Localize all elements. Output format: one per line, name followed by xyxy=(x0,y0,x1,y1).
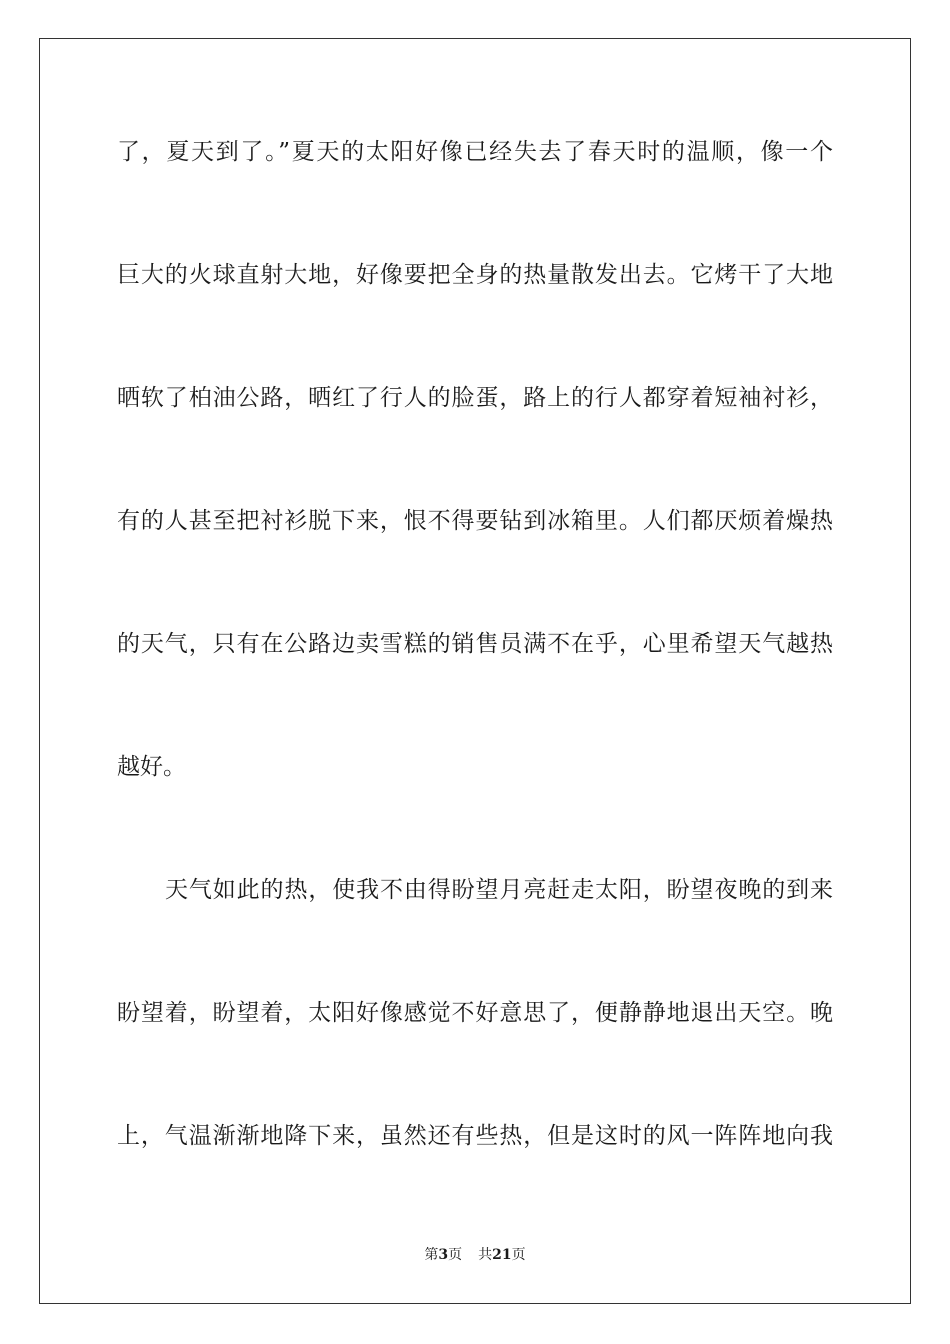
total-suffix: 页 xyxy=(511,1247,526,1263)
paragraph-first-line: 天气如此的热，使我不由得盼望月亮赶走太阳，盼望夜晚的到来 xyxy=(165,877,833,903)
page-footer xyxy=(0,1245,950,1265)
page-suffix: 页 xyxy=(448,1247,463,1263)
text-line: 的天气，只有在公路边卖雪糕的销售员满不在乎，心里希望天气越热 xyxy=(117,631,833,657)
text-line: 巨大的火球直射大地，好像要把全身的热量散发出去。它烤干了大地 xyxy=(117,262,833,288)
page-border xyxy=(39,38,911,1304)
text-line: 晒软了柏油公路，晒红了行人的脸蛋，路上的行人都穿着短袖衬衫， xyxy=(117,385,833,411)
text-line: 上，气温渐渐地降下来，虽然还有些热，但是这时的风一阵阵地向我 xyxy=(117,1123,833,1149)
text-line: 盼望着，盼望着，太阳好像感觉不好意思了，便静静地退出天空。晚 xyxy=(117,1000,833,1026)
page-current: 3 xyxy=(438,1247,449,1263)
text-line: 了，夏天到了。”夏天的太阳好像已经失去了春天时的温顺，像一个 xyxy=(117,139,833,165)
text-line: 越好。 xyxy=(117,754,186,780)
page-prefix: 第 xyxy=(424,1247,439,1263)
page-total: 21 xyxy=(492,1247,512,1263)
total-prefix: 共 xyxy=(478,1247,493,1263)
text-line: 有的人甚至把衬衫脱下来，恨不得要钻到冰箱里。人们都厌烦着燥热 xyxy=(117,508,833,534)
